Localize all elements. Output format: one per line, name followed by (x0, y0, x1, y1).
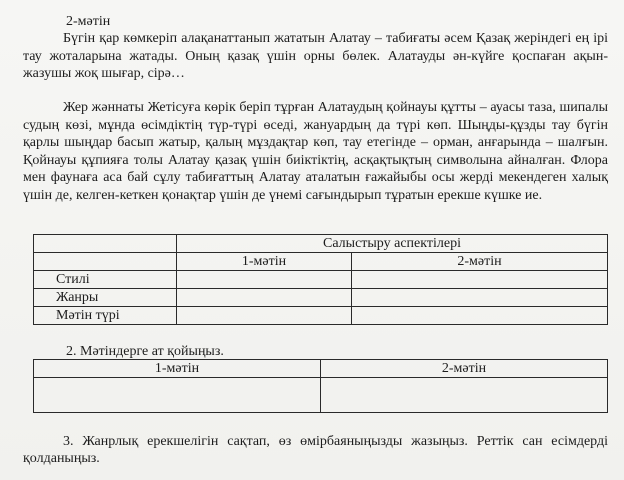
title-answer-text2[interactable] (321, 378, 608, 413)
comparison-header-row (34, 235, 608, 253)
cell-style-text1[interactable] (177, 271, 352, 289)
cell-type-text1[interactable] (177, 307, 352, 325)
titles-column-text1: 1-мәтін (34, 360, 321, 378)
text2-heading: 2-мәтін (66, 14, 111, 29)
column-text2: 2-мәтін (352, 253, 608, 271)
titles-header-row (34, 360, 608, 378)
task2-label: 2. Мәтіндерге ат қойыңыз. (66, 344, 224, 359)
comparison-table (33, 234, 608, 325)
comparison-columns-row (34, 253, 608, 271)
paragraph-2: Жер жәннаты Жетісуға көрік беріп тұрған Алатаудың қойнауы құтты – ауасы таза, шипалы судың көзі, мұнда өсімдіктің түр-түрі өседі, жануардың да түрі көп. Шыңды-құзды тау бүгін қарлы шыңдар басып жатыр, қалың мұздақтар көп, тау етегінде – орман, анғарында – шалғын. Қойнауы құпияға толы Алатау қазақ үшін биіктіктің, асқақтықтың символына айналған. Флора мен фаунаға аса бай сұлу табиғаттың Алатау аталатын ғажайыбы осы жерді мекендеген халық үшін де, келген-кеткен қонақтар үшін де үнемі сағындырып тұратын ерекше күшке ие. (23, 100, 608, 203)
title-answer-text1[interactable] (34, 378, 321, 413)
table-row (34, 378, 608, 413)
column-text1: 1-мәтін (177, 253, 352, 271)
table-row (34, 307, 608, 325)
row-label-style: Стилі (34, 271, 177, 289)
comparison-header: Салыстыру аспектілері (177, 235, 608, 253)
table-row (34, 289, 608, 307)
cell-type-text2[interactable] (352, 307, 608, 325)
paragraph-1: Бүгін қар көмкеріп алақанаттанып жататын Алатау – табиғаты әсем Қазақ жеріндегі ең ірі тау жоталарына жатады. Оның қазақ үшін орны бөлек. Алатауды ән-күйге қоспаған ақын-жазушы жоқ шығар, сірә… (23, 31, 608, 81)
table-row (34, 271, 608, 289)
row-label-text-type: Мәтін түрі (34, 307, 177, 325)
titles-column-text2: 2-мәтін (321, 360, 608, 378)
titles-table (33, 359, 608, 413)
cell-style-text2[interactable] (352, 271, 608, 289)
cell-genre-text1[interactable] (177, 289, 352, 307)
task3-instruction: 3. Жанрлық ерекшелігін сақтап, өз өмірбаяныңызды жазыңыз. Реттік сан есімдерді қолданыңыз. (23, 434, 608, 466)
cell-genre-text2[interactable] (352, 289, 608, 307)
row-label-genre: Жанры (34, 289, 177, 307)
